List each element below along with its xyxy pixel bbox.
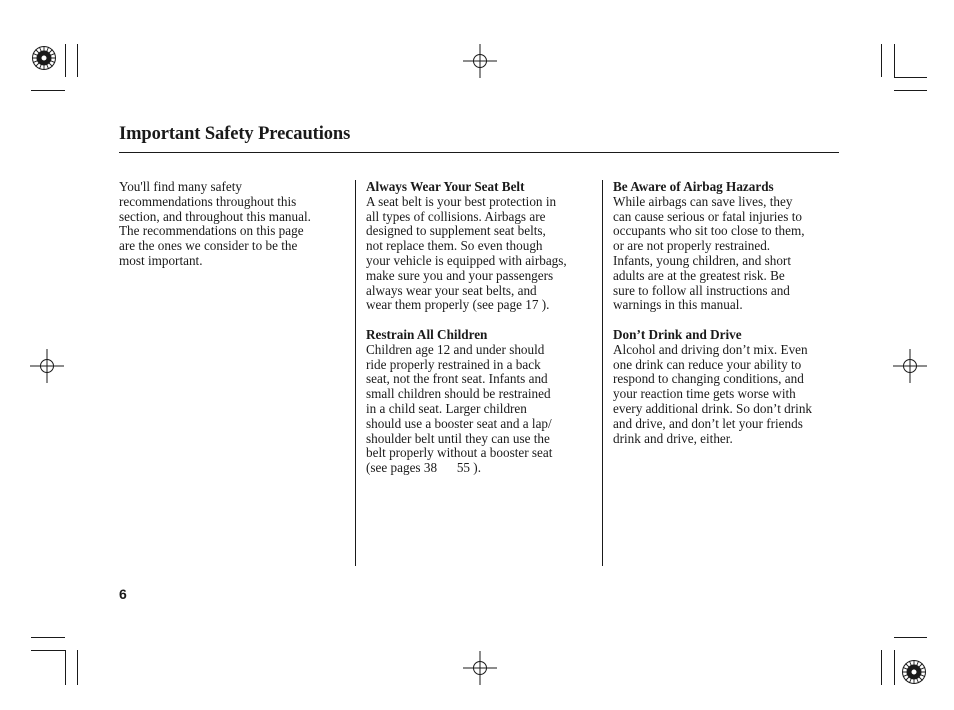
drink-drive-line: every additional drink. So don’t drink — [613, 400, 813, 416]
intro-line: are the ones we consider to be the — [119, 238, 298, 254]
seat-belt-line: designed to supplement seat belts, — [366, 223, 546, 239]
crosshair-mark-right — [893, 349, 927, 383]
drink-drive-line: one drink can reduce your ability to — [613, 356, 802, 372]
title-rule — [119, 152, 839, 153]
registration-target-top-left — [31, 45, 57, 71]
airbag-heading: Be Aware of Airbag Hazards — [613, 179, 774, 194]
intro-line: section, and throughout this manual. — [119, 208, 311, 224]
airbag-section — [613, 180, 812, 313]
airbag-line: warnings in this manual. — [613, 297, 743, 313]
drink-drive-line: drink and drive, either. — [613, 430, 733, 446]
page-number: 6 — [119, 586, 127, 602]
seat-belt-heading: Always Wear Your Seat Belt — [366, 179, 525, 194]
airbag-line: adults are at the greatest risk. Be — [613, 267, 785, 283]
airbag-line: Infants, young children, and short — [613, 252, 791, 268]
children-line: belt properly without a booster seat — [366, 445, 553, 461]
children-line: Children age 12 and under should — [366, 341, 545, 357]
drink-drive-section — [613, 328, 812, 446]
drink-drive-line: respond to changing conditions, and — [613, 371, 804, 387]
registration-target-bottom-right — [901, 659, 927, 685]
children-line: should use a booster seat and a lap/ — [366, 415, 552, 431]
crosshair-mark-left — [30, 349, 64, 383]
airbag-line: sure to follow all instructions and — [613, 282, 790, 298]
seat-belt-line: your vehicle is equipped with airbags, — [366, 252, 567, 268]
airbag-line: occupants who sit too close to them, — [613, 223, 805, 239]
airbag-line: can cause serious or fatal injuries to — [613, 208, 802, 224]
children-line: seat, not the front seat. Infants and — [366, 371, 548, 387]
drink-drive-heading: Don’t Drink and Drive — [613, 326, 742, 342]
airbag-line: or are not properly restrained. — [613, 238, 771, 254]
intro-line: The recommendations on this page — [119, 223, 304, 239]
intro-line: recommendations throughout this — [119, 193, 297, 209]
intro-paragraph — [119, 180, 311, 269]
middle-column — [366, 180, 567, 476]
children-line: ride properly restrained in a back — [366, 356, 541, 372]
drink-drive-line: Alcohol and driving don’t mix. Even — [613, 341, 808, 357]
right-column — [613, 180, 812, 446]
intro-line: most important. — [119, 252, 203, 268]
children-line: (see pages 38 55 ). — [366, 460, 481, 476]
crosshair-mark-bottom — [463, 651, 497, 685]
children-section — [366, 328, 567, 476]
children-line: shoulder belt until they can use the — [366, 430, 550, 446]
crosshair-mark-top — [463, 44, 497, 78]
column-divider-2 — [602, 180, 603, 566]
intro-column — [119, 180, 311, 269]
children-heading: Restrain All Children — [366, 326, 488, 342]
drink-drive-line: and drive, and don’t let your friends — [613, 415, 803, 431]
seat-belt-line: all types of collisions. Airbags are — [366, 208, 546, 224]
airbag-line: While airbags can save lives, they — [613, 193, 793, 209]
seat-belt-line: make sure you and your passengers — [366, 267, 554, 283]
seat-belt-line: always wear your seat belts, and — [366, 282, 537, 298]
column-divider-1 — [355, 180, 356, 566]
seat-belt-line: wear them properly (see page 17 ). — [366, 297, 550, 313]
page-title: Important Safety Precautions — [119, 124, 351, 144]
children-line: small children should be restrained — [366, 386, 551, 402]
intro-line: You'll find many safety — [119, 179, 243, 194]
children-line: in a child seat. Larger children — [366, 400, 527, 416]
seat-belt-section — [366, 180, 567, 313]
seat-belt-line: not replace them. So even though — [366, 238, 543, 254]
drink-drive-line: your reaction time gets worse with — [613, 386, 796, 402]
seat-belt-line: A seat belt is your best protection in — [366, 193, 557, 209]
